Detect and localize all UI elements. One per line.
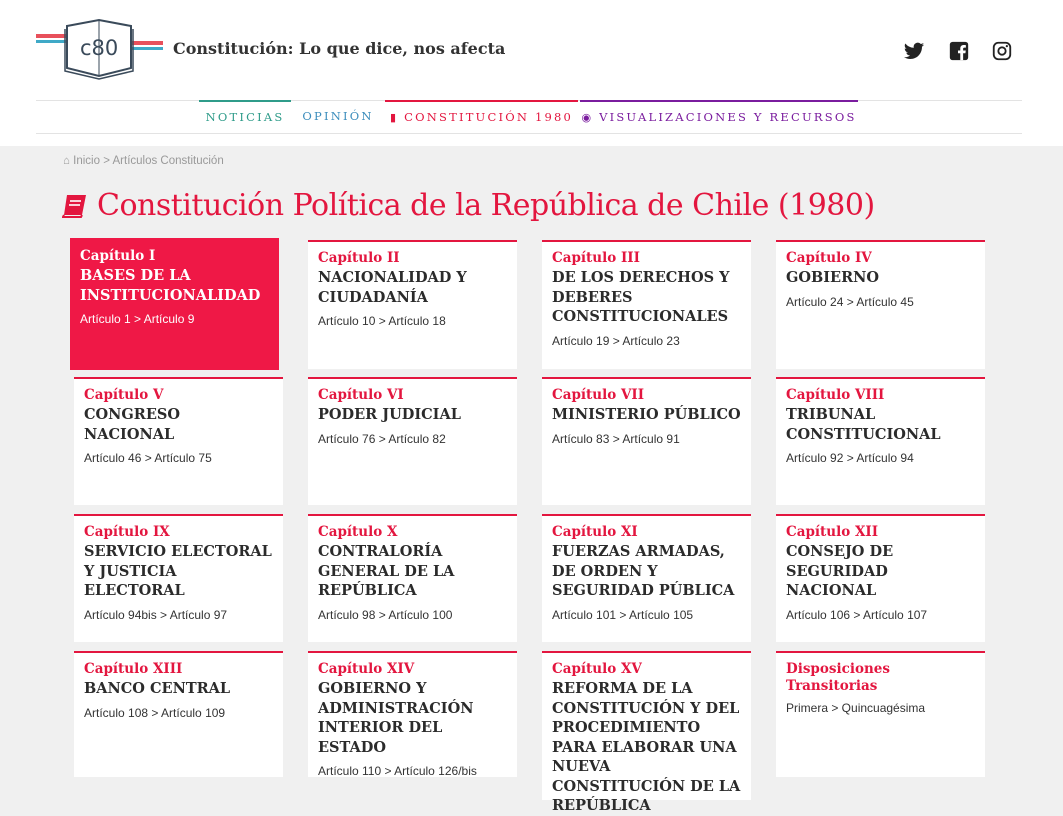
chapter-number: Capítulo VIII — [786, 387, 885, 403]
chapter-range: Artículo 101 > Artículo 105 — [552, 607, 694, 622]
transitory-provisions-card[interactable] — [776, 651, 985, 777]
chapter-range: Artículo 92 > Artículo 94 — [786, 451, 914, 465]
chapter-card[interactable] — [308, 240, 517, 369]
chapter-name: REFORMA DE LA CONSTITUCIÓN Y DEL PROCEDIMIENTO PARA ELABORAR UNA NUEVA CONSTITUCIÓN DE LA REPÚBLICA — [552, 680, 741, 814]
chapter-card[interactable] — [776, 240, 985, 369]
chapter-number: Capítulo XV — [552, 661, 642, 677]
breadcrumb — [63, 155, 224, 167]
chapter-number: Disposiciones Transitorias — [786, 661, 890, 694]
chapter-range: Artículo 106 > Artículo 107 — [786, 607, 928, 622]
nav-label: OPINIÓN — [302, 109, 374, 123]
chapter-card[interactable] — [542, 240, 751, 369]
chapter-name: BASES DE LA INSTITUCIONALIDAD — [80, 267, 261, 304]
chapter-range: Artículo 83 > Artículo 91 — [552, 431, 680, 446]
nav-label: CONSTITUCIÓN 1980 — [404, 110, 574, 124]
nav-visualizaciones[interactable] — [580, 100, 858, 132]
chapter-card[interactable] — [776, 377, 985, 505]
chapter-range: Artículo 1 > Artículo 9 — [80, 312, 195, 326]
instagram-icon[interactable] — [991, 40, 1013, 62]
chapter-name: CONGRESO NACIONAL — [84, 406, 181, 443]
twitter-icon[interactable] — [903, 40, 925, 62]
chapter-number: Capítulo IX — [84, 524, 170, 540]
site-logo[interactable] — [36, 16, 166, 80]
book-icon — [62, 193, 89, 219]
chapter-range: Artículo 19 > Artículo 23 — [552, 333, 680, 348]
chapter-name: NACIONALIDAD Y CIUDADANÍA — [318, 269, 467, 306]
chapter-card[interactable] — [70, 238, 279, 370]
home-icon: ⌂ — [63, 155, 70, 167]
chapter-name: TRIBUNAL CONSTITUCIONAL — [786, 406, 941, 443]
nav-label: VISUALIZACIONES Y RECURSOS — [599, 110, 857, 124]
chapter-card[interactable] — [776, 514, 985, 642]
chapter-card[interactable] — [308, 377, 517, 505]
chapter-name: SERVICIO ELECTORAL Y JUSTICIA ELECTORAL — [84, 543, 272, 599]
chapter-card[interactable] — [74, 514, 283, 642]
breadcrumb-current[interactable]: Artículos Constitución — [112, 155, 224, 167]
chapter-name: CONSEJO DE SEGURIDAD NACIONAL — [786, 543, 894, 599]
chapter-range: Artículo 24 > Artículo 45 — [786, 294, 914, 309]
chapter-number: Capítulo III — [552, 250, 640, 266]
chapter-number: Capítulo VI — [318, 387, 404, 403]
chapter-number: Capítulo I — [80, 248, 156, 264]
chapter-card[interactable] — [308, 651, 517, 777]
chapter-card[interactable] — [308, 514, 517, 642]
chapter-number: Capítulo II — [318, 250, 400, 266]
chapter-number: Capítulo X — [318, 524, 398, 540]
eye-icon: ◉ — [581, 111, 594, 124]
chapter-name: GOBIERNO Y ADMINISTRACIÓN INTERIOR DEL ESTADO — [318, 680, 474, 756]
chapter-range: Artículo 94bis > Artículo 97 — [84, 607, 228, 622]
chapter-range: Artículo 46 > Artículo 75 — [84, 451, 212, 465]
chapter-name: CONTRALORÍA GENERAL DE LA REPÚBLICA — [318, 543, 455, 599]
chapter-range: Artículo 76 > Artículo 82 — [318, 431, 446, 446]
site-title[interactable]: Constitución: Lo que dice, nos afecta — [173, 39, 506, 58]
chapter-name: BANCO CENTRAL — [84, 680, 231, 697]
chapter-name: MINISTERIO PÚBLICO — [552, 406, 741, 423]
chapter-name: DE LOS DERECHOS Y DEBERES CONSTITUCIONALES — [552, 269, 730, 325]
nav-noticias[interactable] — [199, 100, 291, 132]
chapter-card[interactable] — [542, 651, 751, 814]
chapter-range: Artículo 110 > Artículo 126/bis — [318, 764, 477, 778]
main-nav — [36, 100, 1022, 134]
chapter-range: Primera > Quincuagésima — [786, 701, 926, 715]
page-title-row — [62, 188, 875, 223]
breadcrumb-home[interactable]: Inicio — [73, 155, 101, 167]
site-header — [0, 0, 1063, 146]
chapter-range: Artículo 98 > Artículo 100 — [318, 607, 453, 622]
chapter-range: Artículo 10 > Artículo 18 — [318, 314, 446, 328]
chapter-name: GOBIERNO — [786, 269, 880, 286]
page-title: Constitución Política de la República de Chile (1980) — [97, 188, 875, 223]
chapter-card[interactable] — [542, 377, 751, 505]
chapter-number: Capítulo XI — [552, 524, 638, 540]
chapter-number: Capítulo XII — [786, 524, 879, 540]
chapter-card[interactable] — [74, 377, 283, 505]
logo-text: c80 — [80, 36, 119, 60]
chapter-name: PODER JUDICIAL — [318, 406, 461, 423]
chapter-number: Capítulo IV — [786, 250, 872, 266]
breadcrumb-separator: > — [103, 155, 110, 167]
chapter-number: Capítulo XIII — [84, 661, 183, 677]
chapter-name: FUERZAS ARMADAS, DE ORDEN Y SEGURIDAD PÚBLICA — [552, 543, 735, 599]
chapter-card[interactable] — [74, 651, 283, 777]
chapter-number: Capítulo XIV — [318, 661, 415, 677]
nav-label: NOTICIAS — [205, 110, 285, 124]
nav-opinion[interactable] — [293, 101, 383, 131]
nav-constitucion-1980[interactable] — [385, 100, 578, 132]
book-icon: ▮ — [389, 111, 399, 124]
chapter-number: Capítulo VII — [552, 387, 645, 403]
chapter-card[interactable] — [542, 514, 751, 642]
chapter-range: Artículo 108 > Artículo 109 — [84, 705, 226, 720]
chapter-number: Capítulo V — [84, 387, 164, 403]
facebook-icon[interactable] — [948, 40, 970, 62]
